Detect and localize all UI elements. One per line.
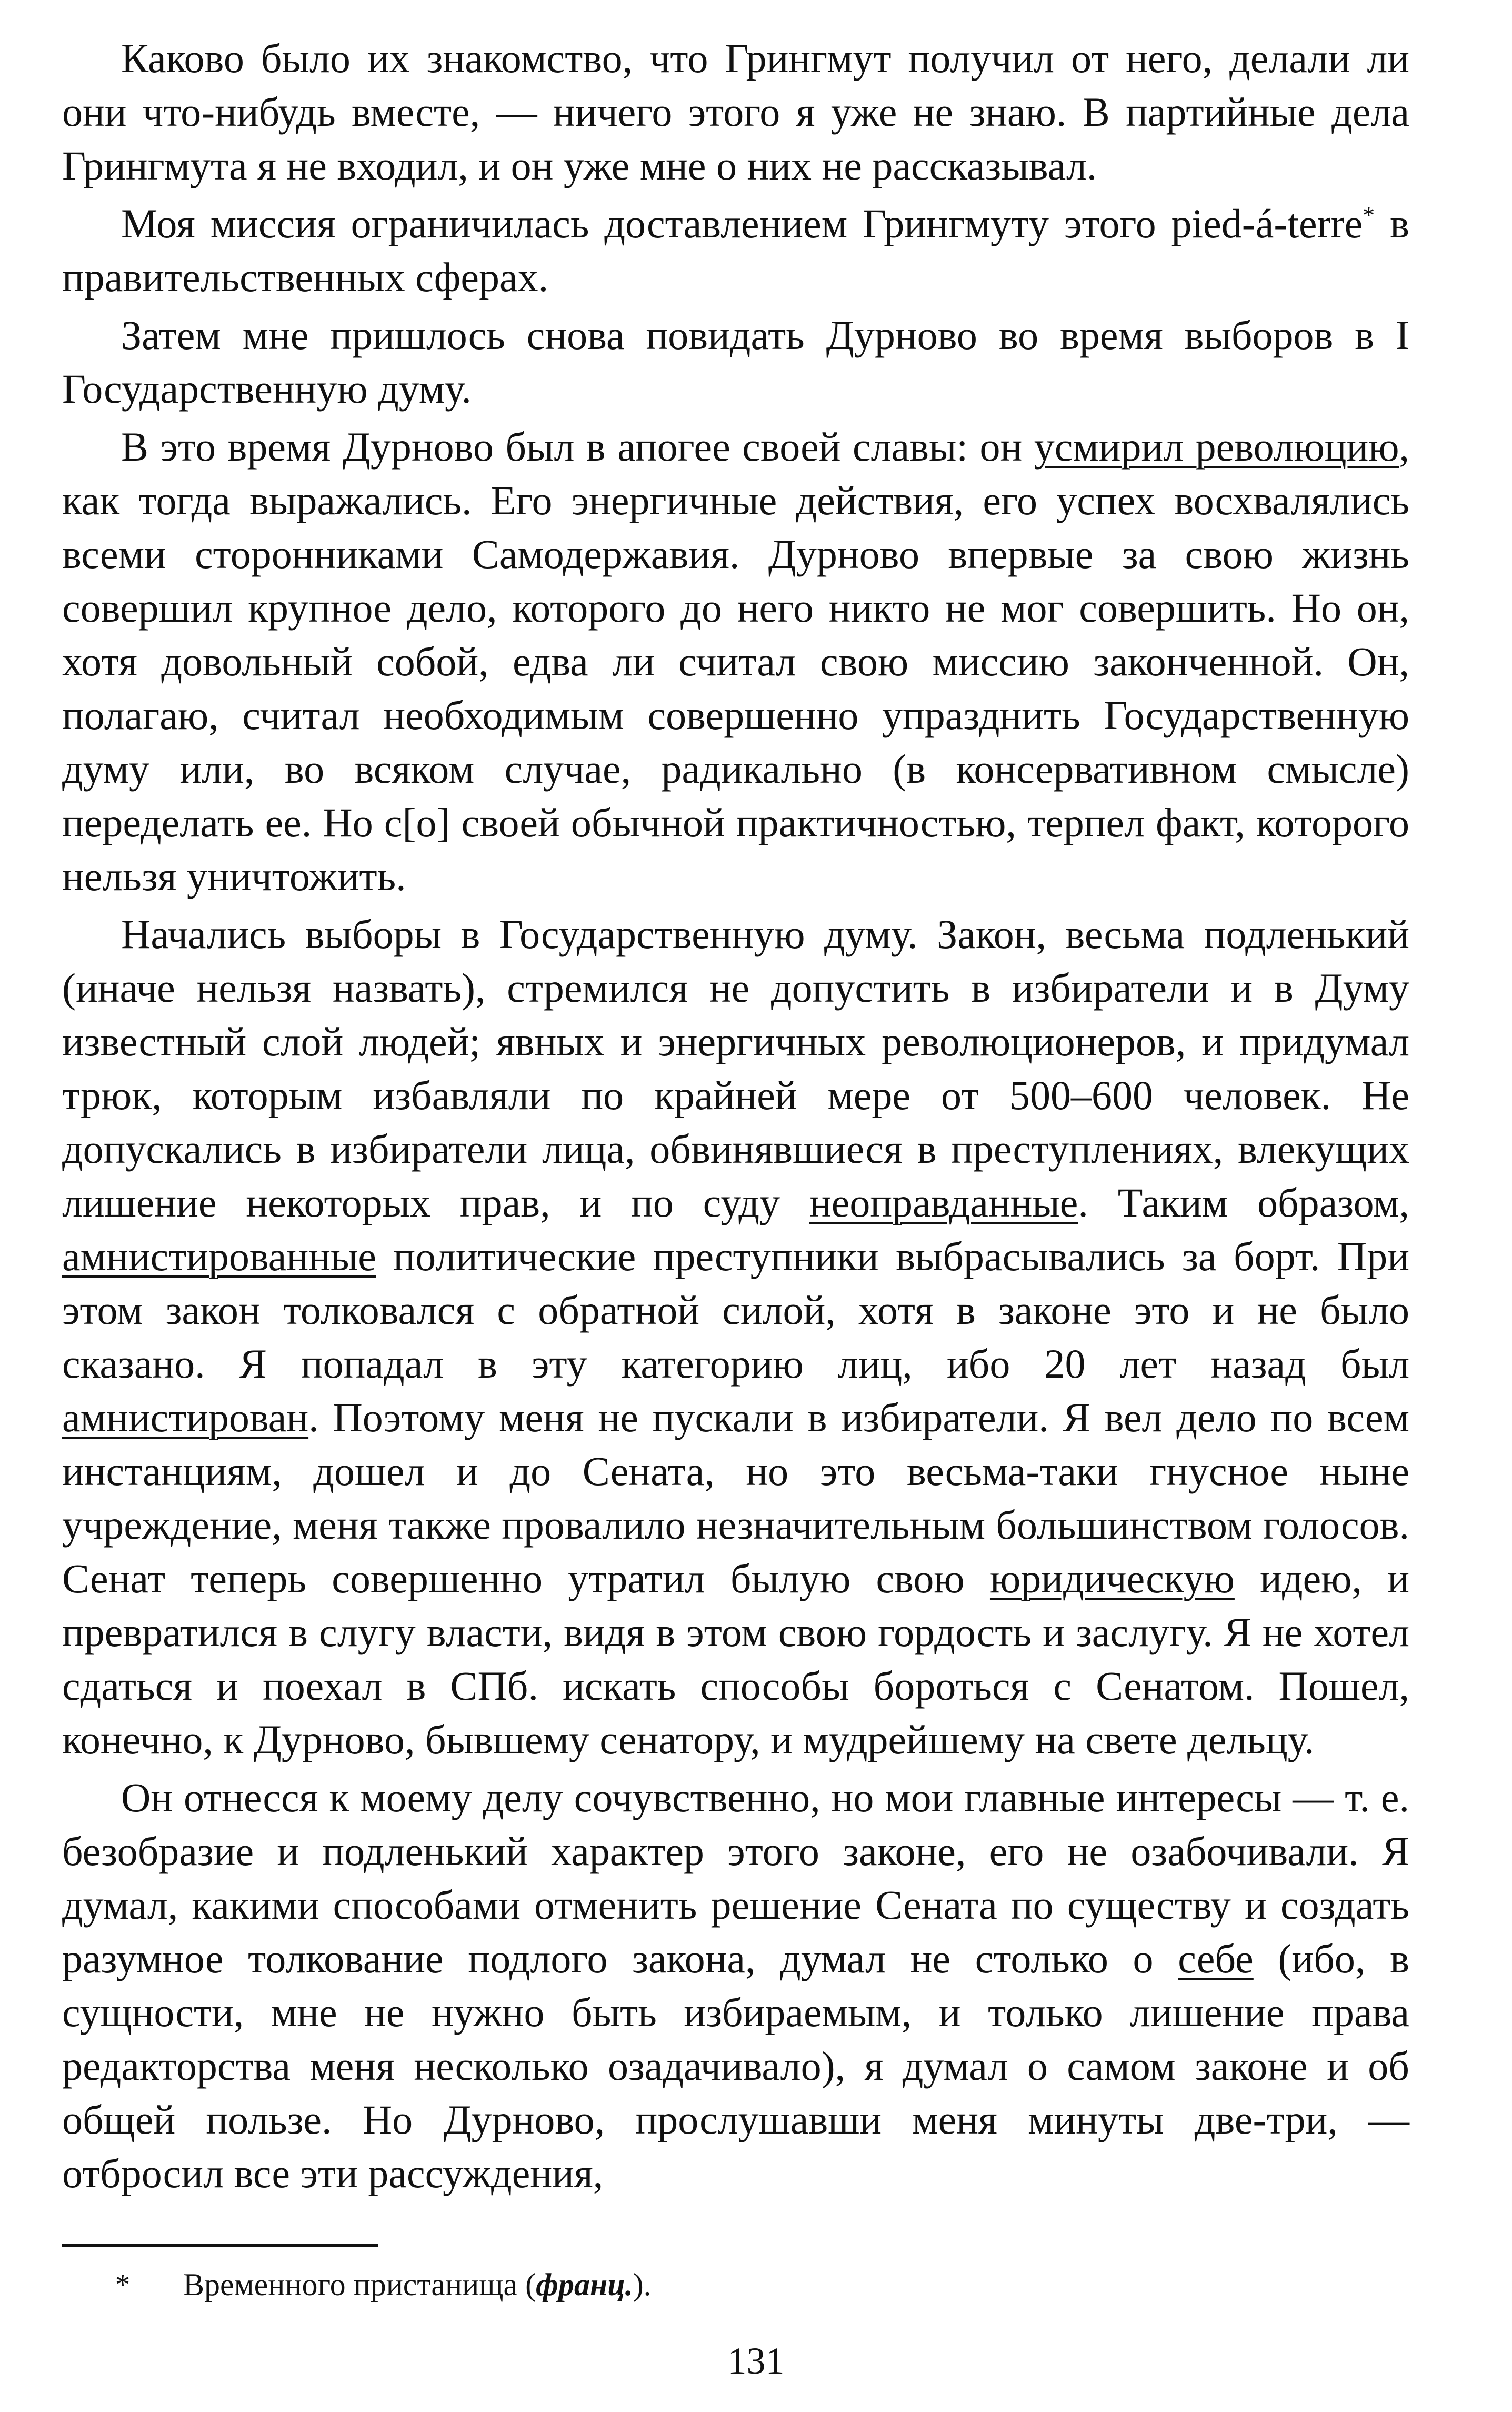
body-text [62,32,1409,2200]
footnote-text: Временного пристанища ( [183,2267,536,2302]
footnote [62,2264,1409,2306]
text-run: Каково было их знакомство, что Грингмут получил от него, делали ли они что-нибудь вместе, — ничего этого я уже не знаю. В партийные дела Грингмута я не входил, и он уже мне о них не рассказывал. [62,35,1409,188]
footnote-divider [62,2244,378,2247]
text-run: . Поэтому меня не пускали в избиратели. Я вел дело по всем инстанциям, дошел и до Сената, но это весьма-таки гнусное ныне учреждение, меня также провалило незначительным большинством голосов. Сенат теперь совершенно утратил былую свою [62,1394,1409,1601]
text-run: Моя миссия ограничилась доставлением Грингмуту этого pied-á-terre [121,201,1363,246]
paragraph [62,32,1409,193]
paragraph [62,420,1409,903]
footnote-reference: * [1363,202,1375,228]
paragraph [62,197,1409,304]
footnote-mark: * [115,2268,130,2301]
page-body [62,32,1409,2205]
underlined-text: неоправданные [809,1180,1078,1225]
underlined-text: юридическую [989,1556,1235,1601]
page-number: 131 [727,2340,785,2382]
paragraph [62,1771,1409,2200]
underlined-text: амнистирован [62,1394,309,1440]
underlined-text: себе [1178,1936,1254,1981]
text-run: , как тогда выражались. Его энергичные действия, его успех восхвалялись всеми сторонниками Самодержавия. Дурново впервые за свою жизнь совершил крупное дело, которого до него никто не мог совершить. Но он, хотя довольный собой, едва ли считал свою миссию законченной. Он, полагаю, считал необходимым совершенно упразднить Государственную думу или, во всяком случае, радикально (в консервативном смысле) переделать ее. Но с[о] своей обычной практичностью, терпел факт, которого нельзя уничтожить. [62,424,1409,899]
footnote-close: ). [633,2267,652,2302]
text-run: (ибо, в сущности, мне не нужно быть избираемым, и только лишение права редакторства меня несколько озадачивало), я думал о самом законе и об общей пользе. Но Дурново, прослушавши меня минуты две-три, — отбросил все эти рассуждения, [62,1936,1409,2196]
text-run: Он отнесся к моему делу сочувственно, но мои главные интересы — т. е. безобразие и подленький характер этого законе, его не озабочивали. Я думал, какими способами отменить решение Сената по существу и создать разумное толкование подлого закона, думал не столько о [62,1775,1409,1981]
underlined-text: амнистированные [62,1233,376,1279]
footnote-language: франц. [536,2267,633,2302]
text-run: идею, и превратился в слугу власти, видя в этом свою гордость и заслугу. Я не хотел сдаться и поехал в СПб. искать способы бороться с Сенатом. Пошел, конечно, к Дурново, бывшему сенатору, и мудрейшему на свете дельцу. [62,1556,1409,1762]
text-run: . Таким образом, [1078,1180,1409,1225]
text-run: политические преступники выбрасывались за борт. При этом закон толковался с обратной силой, хотя в законе это и не было сказано. Я попадал в эту категорию лиц, ибо 20 лет назад был [62,1233,1409,1387]
text-run: В это время Дурново был в апогее своей славы: он [121,424,1034,470]
paragraph [62,908,1409,1767]
paragraph [62,308,1409,416]
text-run: Начались выборы в Государственную думу. Закон, весьма подленький (иначе нельзя назвать), стремился не допустить в избиратели и в Думу известный слой людей; явных и энергичных революционеров, и придумал трюк, которым избавляли по крайней мере от 500–600 человек. Не допускались в избиратели лица, обвинявшиеся в преступлениях, влекущих лишение некоторых прав, и по суду [62,911,1409,1225]
text-run: Затем мне пришлось снова повидать Дурново во время выборов в I Государственную думу. [62,312,1409,412]
underlined-text: усмирил революцию [1034,424,1399,470]
text-run: в правительственных сферах. [62,201,1409,300]
